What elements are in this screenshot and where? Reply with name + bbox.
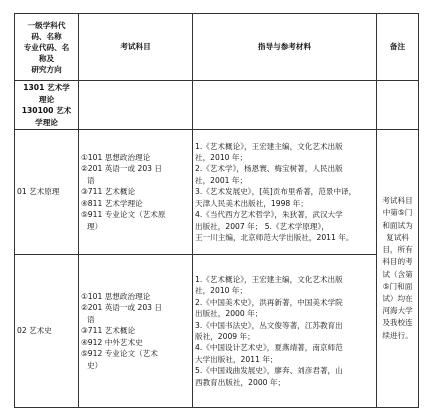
reference-line: 出版社，2007 年； 5.《艺术学原理》，: [195, 221, 329, 231]
note-line: 试）均在: [382, 293, 413, 303]
reference-line: 4.《当代西方艺术哲学》，朱狄著，武汉大学: [195, 210, 343, 220]
note-line: ⑤门和面: [382, 281, 413, 291]
empty-cell: [377, 81, 419, 130]
reference-line: 社，2010 年；: [195, 286, 248, 296]
header-discipline-code: [15, 14, 79, 81]
table-row: [15, 130, 419, 255]
reference-line: 3.《艺术发展史》，[英]贡布里希著，范景中译，: [195, 187, 357, 197]
header-line: 码、名称: [31, 31, 62, 41]
note-line: 及我校连: [382, 318, 413, 328]
note-line: 科目的考: [382, 257, 413, 267]
header-line: 研究方向: [31, 64, 62, 74]
reference-line: 社，2001 年；: [195, 175, 248, 185]
subject-line: ②201 英语一或 203 日: [81, 303, 163, 313]
reference-line: 出版社，2000 年；: [195, 309, 263, 319]
note-line: 中第⑤门: [382, 208, 413, 218]
reference-line: 版社，2009 年；: [195, 332, 255, 341]
note-line: 续进行。: [382, 330, 413, 340]
subjects-cell: [79, 255, 193, 408]
category-row: [15, 81, 419, 130]
table-row: [15, 255, 419, 408]
header-notes: 备注: [377, 14, 419, 81]
subject-line: ④912 中外艺术史: [81, 337, 143, 347]
reference-line: 3.《中国书法史》，丛文俊等著，江苏教育出: [195, 320, 343, 330]
header-exam-subjects: 考试科目: [79, 14, 193, 81]
note-line: 和面试为: [382, 220, 413, 230]
subject-line: 语: [87, 314, 95, 324]
note-line: 复试科: [386, 232, 409, 242]
category-line: 130100 艺术: [21, 106, 72, 115]
references-cell: [193, 255, 377, 408]
subject-line: 语: [87, 175, 95, 185]
reference-line: 西教育出版社，2000 年；: [195, 377, 286, 387]
category-line: 学理论: [35, 117, 58, 127]
note-line: 试（含第: [382, 269, 413, 279]
subject-line: 史）: [87, 360, 103, 370]
note-line: 目，所有: [382, 245, 413, 255]
empty-cell: [79, 81, 193, 130]
reference-line: 1.《艺术概论》，王宏建主编，文化艺术出版: [195, 141, 343, 151]
reference-line: 5.《中国戏曲发展史》，廖奔、刘彦君著，山: [195, 366, 343, 376]
note-line: 考试科目: [382, 196, 413, 206]
reference-line: 1.《艺术概论》，王宏建主编，文化艺术出版: [195, 274, 343, 284]
subject-line: ③711 艺术概论: [81, 326, 136, 336]
major-name: 02 艺术史: [15, 255, 79, 408]
header-line: 专业代码、名: [23, 42, 70, 52]
subject-line: 理）: [87, 221, 103, 231]
notes-cell: [377, 130, 419, 408]
major-name: 01 艺术原理: [15, 130, 79, 255]
subject-line: ①101 思想政治理论: [81, 292, 151, 302]
subject-line: ③711 艺术概论: [81, 187, 136, 197]
header-line: 称及: [38, 53, 55, 63]
reference-line: 社，2010 年；: [195, 153, 248, 163]
header-reference-materials: 指导与参考材料: [193, 14, 377, 81]
category-line: 理论: [38, 94, 55, 104]
references-cell: [193, 130, 377, 255]
subject-line: ④811 艺术学理论: [81, 198, 143, 208]
reference-line: 天津人民美术出版社，1998 年；: [195, 198, 308, 208]
category-line: 1301 艺术学: [23, 83, 70, 92]
empty-cell: [193, 81, 377, 130]
header-line: 一级学科代: [27, 20, 66, 30]
note-line: 河海大学: [382, 306, 413, 316]
table-header-row: [15, 14, 419, 81]
subject-line: ⑤911 专业论文（艺术原: [81, 210, 166, 220]
subject-line: ①101 思想政治理论: [81, 153, 151, 163]
subject-line: ⑤912 专业论文（艺术: [81, 349, 158, 359]
subject-line: ②201 英语一或 203 日: [81, 164, 163, 174]
reference-line: 2.《艺术学》，杨恩寰、梅宝树著，人民出版: [195, 164, 343, 174]
category-cell: [15, 81, 79, 130]
reference-line: 2.《中国美术史》，洪再新著，中国美术学院: [195, 297, 343, 307]
reference-line: 4.《中国设计艺术史》，夏燕靖著，南京师范: [195, 343, 343, 353]
reference-line: 王一川主编，北京师范大学出版社，2011 年。: [195, 232, 354, 242]
exam-subjects-table: [14, 13, 419, 408]
reference-line: 大学出版社，2011 年；: [195, 354, 278, 364]
subjects-cell: [79, 130, 193, 255]
